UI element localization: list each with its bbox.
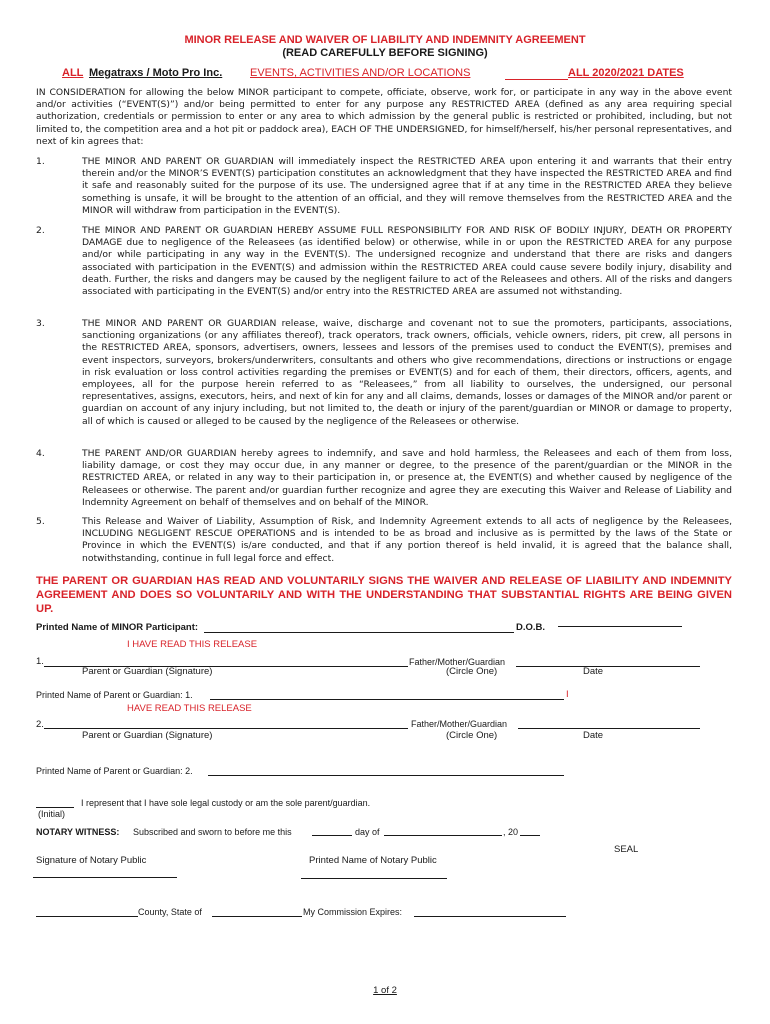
minor-name-field[interactable]: [204, 632, 514, 633]
day-of-label: day of: [355, 827, 380, 837]
clause-3-text: THE MINOR AND PARENT OR GUARDIAN release, waive, discharge and covenant not to sue the promoters, participants, associations, sanctioning organizations (or any affiliates thereof), track operators, track owners, officials, vehicle owners, riders, pit crew, all persons in the RESTRICTED AREA, sponsors, advertisers, owners, lessees and lessors of the premises used to conduct the EVENT(S), premises and event inspectors, surveyors, brokers/underwriters, consultants and others who give recommendations, directions or instructions or engage in risk evaluation or loss control activities regarding the premises or EVENT(S) and for each of them, their directors, officers, agents, and employees, all for the purpose herein referred to as “Releasees,” from all liability to ourselves, the undersigned, our personal representatives, assigns, executors, heirs, and next of kin for any and all claims, demands, losses or damages of the MINOR and/or parent or guardian on account of any injury including, but not limited to, the death or injury of the parent/guardian or MINOR or damage to property, all of which is caused or alleged to be caused by the negligence of the Releasees or otherwise.: [82, 318, 732, 427]
clause-1-text: THE MINOR AND PARENT OR GUARDIAN will immediately inspect the RESTRICTED AREA upon entering it and warrants that their entry therein and/or the MINOR’S EVENT(S) participation constitutes an acknowledgment that they have inspected the RESTRICTED AREA and find it safe and reasonably suited for the purpose of its use. The undersigned agree that if at any time in the RESTRICTED AREA they believe something is unsafe, it will be brought to the attention of an official, and they will remove themselves from the RESTRICTED AREA and the MINOR will withdraw from participation in the EVENT(S).: [82, 156, 732, 216]
read-release-2: HAVE READ THIS RELEASE: [127, 703, 252, 714]
events-underline: [505, 79, 568, 80]
initial-label: (Initial): [38, 809, 66, 819]
notary-printed-name-field[interactable]: [301, 878, 447, 879]
commission-label: My Commission Expires:: [303, 907, 403, 917]
i-mark: I: [566, 689, 569, 700]
relation-label-1: Father/Mother/Guardian: [409, 657, 506, 667]
dob-label: D.O.B.: [516, 622, 546, 633]
circle-one-2: (Circle One): [446, 730, 498, 741]
relation-label-2: Father/Mother/Guardian: [411, 719, 508, 729]
clause-2-text: THE MINOR AND PARENT OR GUARDIAN HEREBY ASSUME FULL RESPONSIBILITY FOR AND RISK OF BODILY INJURY, DEATH OR PROPERTY DAMAGE due to negligence of the Releasees (as identified below) or otherwise, while in or upon the RESTRICTED AREA for any purpose and/or while participating in any way in the EVENT(S). The undersigned recognize and understand that there are risks and dangers associated with participation in the EVENT(S) and admission within the RESTRICTED AREA could cause severe bodily injury, disability and death. Further, the risks and dangers may be caused by the negligent failure to act of the Releasees and others. All of the risks and dangers associated with participating in the EVENT(S) and/or entry into the RESTRICTED AREA are assumed not withstanding.: [82, 225, 732, 298]
notary-text: Subscribed and sworn to before me this: [133, 827, 292, 837]
parent-signature-2-field[interactable]: [44, 728, 408, 729]
notary-printed-name-label: Printed Name of Notary Public: [309, 855, 437, 866]
sig2-number: 2.: [36, 719, 44, 730]
printed-parent-1-label: Printed Name of Parent or Guardian: 1.: [36, 690, 193, 700]
county-field[interactable]: [36, 916, 138, 917]
document-title: MINOR RELEASE AND WAIVER OF LIABILITY AND INDEMNITY AGREEMENT: [184, 34, 586, 46]
clause-5-text: This Release and Waiver of Liability, Assumption of Risk, and Indemnity Agreement extends to all acts of negligence by the Releasees, INCLUDING NEGLIGENT RESCUE OPERATIONS and is intended to be as broad and inclusive as is permitted by the laws of the State or Province in which the EVENT(S) is/are conducted, and that if any portion thereof is held invalid, it is agreed that the balance shall, notwithstanding, continue in full legal force and effect.: [82, 516, 732, 564]
read-release-1: I HAVE READ THIS RELEASE: [127, 639, 258, 650]
clause-number: 5.: [36, 516, 45, 527]
parent-sig-label-1: Parent or Guardian (Signature): [82, 666, 213, 677]
custody-statement: I represent that I have sole legal custody or am the sole parent/guardian.: [81, 798, 371, 808]
printed-parent-2-label: Printed Name of Parent or Guardian: 2.: [36, 766, 193, 776]
parent-sig-label-2: Parent or Guardian (Signature): [82, 730, 213, 741]
clause-number: 2.: [36, 225, 45, 236]
printed-parent-2-field[interactable]: [208, 775, 564, 776]
warning-statement: THE PARENT OR GUARDIAN HAS READ AND VOLUNTARILY SIGNS THE WAIVER AND RELEASE OF LIABILITY AND INDEMNITY AGREEMENT AND DOES SO VOLUNTARILY AND WITH THE UNDERSTANDING THAT SUBSTANTIAL RIGHTS ARE BEING GIVEN UP.: [36, 575, 732, 615]
notary-signature-field[interactable]: [33, 877, 177, 878]
circle-one-1: (Circle One): [446, 666, 498, 677]
company-name: Megatraxs / Moto Pro Inc.: [89, 67, 223, 79]
date-label-2: Date: [583, 730, 604, 741]
commission-field[interactable]: [414, 916, 566, 917]
date-1-field[interactable]: [516, 666, 700, 667]
notary-year-field[interactable]: [520, 835, 540, 836]
sig1-number: 1.: [36, 656, 44, 667]
events-label: EVENTS, ACTIVITIES AND/OR LOCATIONS: [250, 67, 471, 79]
all-prefix: ALL: [62, 67, 84, 79]
document-subtitle: (READ CAREFULLY BEFORE SIGNING): [282, 47, 488, 59]
initial-field[interactable]: [36, 807, 74, 808]
county-label: County, State of: [138, 907, 202, 917]
page-number: 1 of 2: [373, 985, 397, 996]
clause-number: 4.: [36, 448, 45, 459]
notary-day-field[interactable]: [312, 835, 352, 836]
clause-4-text: THE PARENT AND/OR GUARDIAN hereby agrees to indemnify, and save and hold harmless, the Releasees and each of them from loss, liability damage, or cost they may occur due, in any manner or degree, to the presence of the parent/guardian or the MINOR in the RESTRICTED AREA, or related in any way to their participation in, or presence at, the EVENT(S) and whether caused by negligence of the Releasees or otherwise. The parent and/or guardian further recognize and agree they are executing this Waiver and Release of Liability and Indemnity Agreement on behalf of themselves and on behalf of the MINOR.: [82, 448, 732, 508]
state-field[interactable]: [212, 916, 302, 917]
year-prefix: , 20: [503, 827, 519, 837]
notary-signature-label: Signature of Notary Public: [36, 855, 147, 866]
notary-witness-label: NOTARY WITNESS:: [36, 827, 120, 837]
clause-number: 3.: [36, 318, 45, 329]
clause-number: 1.: [36, 156, 45, 167]
minor-name-label: Printed Name of MINOR Participant:: [36, 622, 199, 633]
date-2-field[interactable]: [518, 728, 700, 729]
dob-field[interactable]: [558, 626, 682, 627]
date-label-1: Date: [583, 666, 604, 677]
intro-paragraph: IN CONSIDERATION for allowing the below MINOR participant to compete, officiate, observe, work for, or participate in any way in the above event and/or activities (“EVENT(S)”) and/or being permitted to enter for any purpose any RESTRICTED AREA (defined as any area requiring special authorization, credentials or permission to enter or any area to which admission by the general public is restricted or prohibited, including, but not limited to, the competition area and a hot pit or paddock area), EACH OF THE UNDERSIGNED, for himself/herself, his/her personal representatives, and next of kin agrees that:: [36, 87, 732, 147]
printed-parent-1-field[interactable]: [210, 699, 564, 700]
seal-label: SEAL: [614, 844, 639, 855]
dates-label: ALL 2020/2021 DATES: [568, 67, 684, 79]
notary-month-field[interactable]: [384, 835, 502, 836]
